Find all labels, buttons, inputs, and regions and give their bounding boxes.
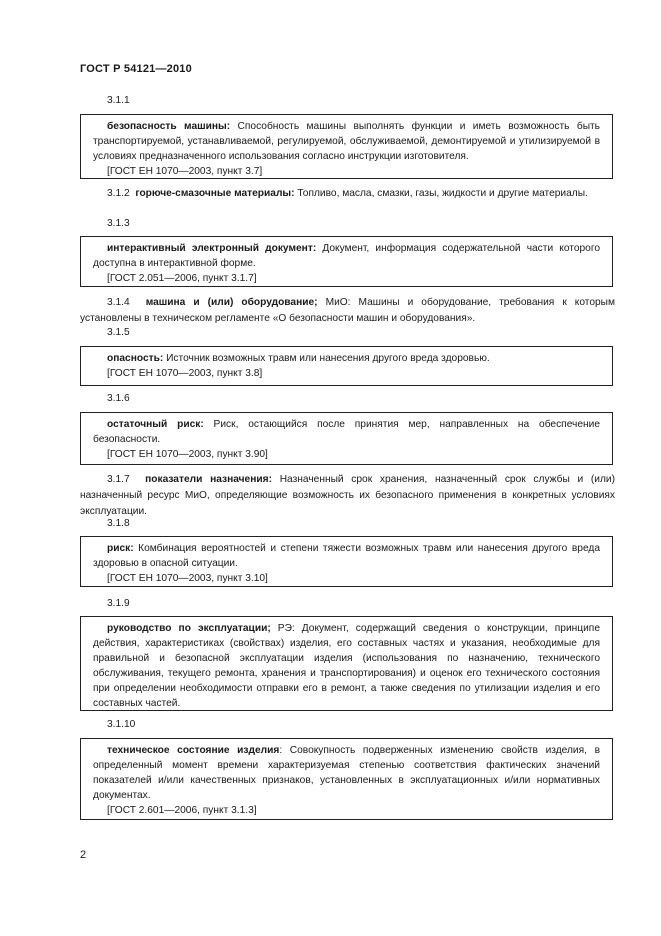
source-reference: [ГОСТ ЕН 1070—2003, пункт 3.10] [107,573,268,584]
source-reference: [ГОСТ 2.051—2006, пункт 3.1.7] [107,273,257,284]
term: руководство по эксплуатации; [107,623,271,634]
definition-box [80,616,613,711]
definition-box [80,114,613,179]
term: показатели назначения: [145,474,272,485]
term: риск: [107,543,134,554]
definition-box [80,412,613,465]
term: остаточный риск: [107,419,204,430]
definition-text: Комбинация вероятностей и степени тяжести возможных травм или нанесения другого вреда здоровью в опасной ситуации. [93,543,600,569]
definition-text: Назначенный срок хранения, назначенный срок службы и (или) назначенный ресурс МиО, определяющие возможность их безопасного применения в конкретных условиях эксплуатации. [80,474,615,517]
source-reference: [ГОСТ ЕН 1070—2003, пункт 3.90] [107,449,268,460]
entry-number: 3.1.4 [107,297,130,308]
term: опасность: [107,353,164,364]
definition-box [80,236,613,287]
definition-box [80,536,613,587]
definition-text: МиО: Машины и оборудование, требования к которым установлены в техническом регламенте «О безопасности машин и оборудования». [80,297,616,324]
entry-number: 3.1.9 [107,598,130,609]
entry-number: 3.1.3 [107,218,130,229]
definition-box [80,346,613,386]
definition-text: Топливо, масла, смазки, газы, жидкости и другие материалы. [294,188,588,199]
term: техническое состояние изделия [107,745,280,756]
page-header-title: ГОСТ Р 54121—2010 [80,63,192,75]
definition-text: Документ, информация содержательной части которого доступна в интерактивной форме. [93,243,600,269]
definition-box [80,738,613,820]
definition-text: : Совокупность подверженных изменению свойств изделия, в определенный момент времени характеризуемая степенью соответствия фактических значений показателей и/или качественных признаков, установленных в эксплуатационных и/или нормативных документах. [93,745,600,801]
term: интерактивный электронный документ: [107,243,317,254]
source-reference: [ГОСТ ЕН 1070—2003, пункт 3.7] [107,166,263,177]
definition-text: Источник возможных травм или нанесения другого вреда здоровью. [163,353,490,364]
entry-number: 3.1.6 [107,393,130,404]
definition-paragraph [80,472,615,520]
source-reference: [ГОСТ ЕН 1070—2003, пункт 3.8] [107,368,263,379]
entry-number: 3.1.7 [107,474,130,485]
definition-text: РЭ: Документ, содержащий сведения о конструкции, принципе действия, характеристиках (свойствах) изделия, его составных частях и указания, необходимые для правильной и безопасной эксплуатации изделия (использования по назначению, технического обслуживания, текущего ремонта, хранения и транспортирования) и оценок его технического состояния при определении необходимости отправки его в ремонт, а также сведения по утилизации изделия и его составных частей. [93,623,600,709]
source-reference: [ГОСТ 2.601—2006, пункт 3.1.3] [107,805,257,816]
definition-text: Способность машины выполнять функции и иметь возможность быть транспортируемой, устанавливаемой, регулируемой, обслуживаемой, демонтируемой и утилизируемой в условиях предназначенного использования согласно инструкции изготовителя. [93,121,600,162]
entry-number: 3.1.8 [107,518,130,529]
term: горюче-смазочные материалы: [135,188,295,199]
entry-number: 3.1.10 [107,719,136,730]
entry-number: 3.1.1 [107,95,130,106]
term: безопасность машины: [107,121,231,132]
entry-number: 3.1.2 [107,188,130,199]
definition-paragraph [80,186,615,202]
definition-text: Риск, остающийся после принятия мер, направленных на обеспечение безопасности. [93,419,600,445]
page-number: 2 [80,849,87,861]
definition-paragraph [80,295,615,327]
entry-number: 3.1.5 [107,327,130,338]
term: машина и (или) оборудование; [145,297,318,308]
